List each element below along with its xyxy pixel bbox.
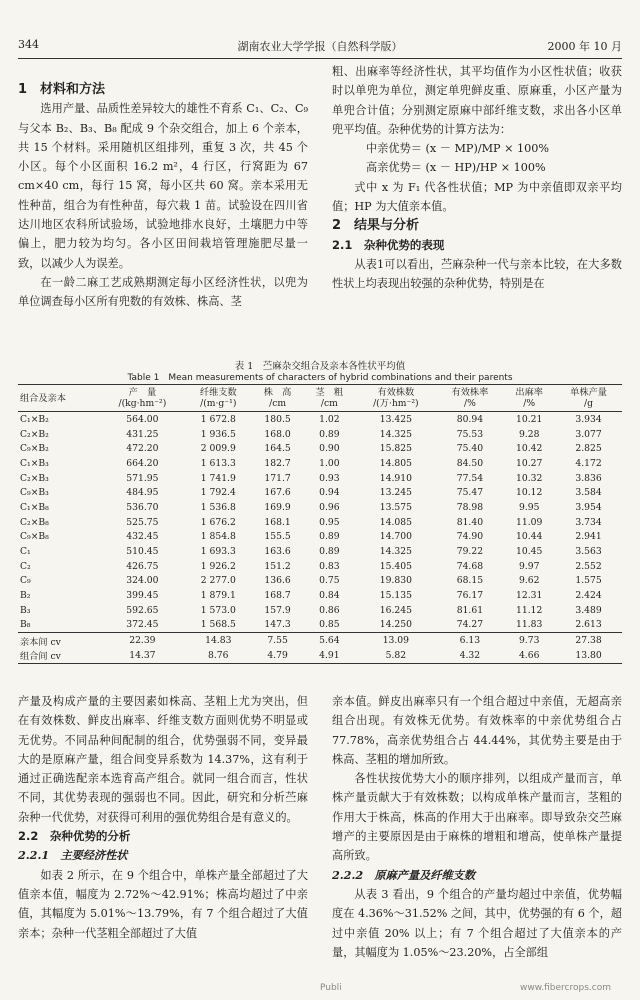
table-cell: 76.17 — [456, 590, 484, 602]
table-row — [18, 544, 622, 559]
table-cell: 1 573.0 — [200, 604, 236, 616]
table-row — [18, 574, 622, 589]
issue-date: 2000 年 10 月 — [547, 40, 622, 53]
column-header-unit: /cm — [269, 398, 287, 409]
row-label: C₁×B₂ — [20, 413, 49, 425]
table-cell: 136.6 — [264, 575, 291, 587]
column-header — [355, 385, 436, 412]
table-row — [18, 500, 622, 515]
column-header — [503, 385, 555, 412]
table-cell: 75.40 — [456, 443, 484, 455]
table-cell: 75.47 — [456, 487, 484, 499]
table-cell: 0.89 — [319, 546, 340, 558]
column-header-label: 单株产量 — [570, 387, 607, 398]
column-header-label: 组合及亲本 — [20, 392, 66, 404]
left-column-bottom — [18, 692, 308, 943]
table-cell: 11.09 — [516, 516, 543, 528]
table-row — [18, 456, 622, 471]
column-header-label: 纤维支数 — [199, 387, 237, 398]
table-cell: 19.830 — [379, 575, 412, 587]
formula: 中亲优势＝ (x － MP)/MP × 100% — [366, 142, 550, 156]
column-header-unit: /g — [584, 398, 594, 409]
column-header-label: 产 量 — [128, 387, 157, 398]
table-cell: 13.575 — [379, 501, 412, 513]
table-cell: 1.575 — [575, 575, 602, 587]
table-cell: 0.89 — [319, 531, 340, 543]
table-cell: 2 277.0 — [200, 575, 236, 587]
table-title-cn: 表 1 苎麻杂交组合及亲本各性状平均值 — [234, 361, 406, 372]
column-header-unit: /(m·g⁻¹) — [200, 398, 237, 409]
table-cell: 14.805 — [379, 457, 412, 469]
table-cell: 1 676.2 — [200, 516, 236, 528]
column-header — [18, 385, 100, 412]
column-header-unit: /% — [523, 398, 536, 409]
table-cell: 10.12 — [516, 487, 543, 499]
table-cell: 0.84 — [319, 590, 340, 602]
table-cell: 22.39 — [100, 633, 185, 648]
table-cell: 1.02 — [319, 413, 340, 425]
table-cell: 13.425 — [379, 413, 412, 425]
running-header — [18, 38, 622, 56]
data-table — [18, 384, 622, 664]
table-row — [18, 427, 622, 442]
table-cell: 74.68 — [456, 560, 484, 572]
table-cell: 10.42 — [516, 443, 543, 455]
table-cell: 11.83 — [516, 619, 543, 631]
table-cell: 14.325 — [379, 428, 412, 440]
table-cell: 324.00 — [126, 575, 159, 587]
table-cell: 3.077 — [575, 428, 602, 440]
column-header-unit: /cm — [320, 398, 338, 409]
table-cell: 68.15 — [456, 575, 484, 587]
table-cell: 0.93 — [319, 472, 340, 484]
table-cell: 592.65 — [126, 604, 159, 616]
table-cell: 0.95 — [319, 516, 340, 528]
table-cell: 8.76 — [185, 648, 252, 663]
table-cell: 4.66 — [503, 648, 555, 663]
paragraph: 选用产量、品质性差异较大的雄性不育系 C₁、C₂、C₉ 与父本 B₂、B₃、B₈ 配成 9 个杂交组合，加上 6 个亲本，共 15 个材料。采用随机区组排列，重复 3 次，共 45 个小区。每个小区面积 16.2 m²，4 行区，行窝距为 67 cm×40 cm，每行 15 窝，每小区共 60 窝。亲本采用无性种苗，组合为有性种苗，每穴栽 1 苗。试验设在四川省达川地区农科所试验场，试验地排水良好，土壤肥力中等偏上，肥力较为均匀。各小区田间栽培管理施肥尽量一致，以减少人为误差。 — [18, 102, 308, 270]
table-cell: 3.836 — [575, 472, 602, 484]
section-heading: 2 结果与分析 — [332, 218, 420, 234]
row-label: B₂ — [20, 590, 31, 602]
table-cell: 15.825 — [379, 443, 412, 455]
subsection-heading: 2.1 杂种优势的表现 — [332, 237, 445, 252]
table-cell: 7.55 — [252, 633, 304, 648]
table-cell: 3.934 — [575, 413, 602, 425]
table-cell: 2.613 — [575, 619, 602, 631]
table-cell: 14.250 — [379, 619, 412, 631]
table-cell: 0.75 — [319, 575, 340, 587]
watermark-right: www.fibercrops.com — [520, 983, 611, 993]
table-cell: 1 936.5 — [200, 428, 236, 440]
table-cell: 1 693.3 — [200, 546, 236, 558]
paragraph: 如表 2 所示，在 9 个组合中，单株产量全部超过了大值亲本值，幅度为 2.72%～42.91%；株高均超过了中亲值，其幅度为 5.01%～13.79%，有 7 个组合超过了大值亲本；杂种一代茎粗全部超过了大值 — [18, 868, 308, 940]
table-cell: 2.941 — [575, 531, 602, 543]
table-cell: 78.98 — [456, 501, 484, 513]
table-cell: 426.75 — [126, 560, 159, 572]
table-cell: 372.45 — [126, 619, 159, 631]
table-row — [18, 412, 622, 427]
table-cell: 3.734 — [575, 516, 602, 528]
table-cell: 2.825 — [575, 443, 602, 455]
table-cell: 1 741.9 — [200, 472, 236, 484]
left-column-top — [18, 80, 308, 312]
column-header — [303, 385, 355, 412]
table-cell: 0.86 — [319, 604, 340, 616]
table-cell: 4.172 — [575, 457, 602, 469]
table-cell: 472.20 — [126, 443, 159, 455]
table-cell: 525.75 — [126, 516, 159, 528]
row-label: C₂×B₈ — [20, 516, 49, 528]
table-cell: 10.32 — [516, 472, 543, 484]
table-cell: 12.31 — [516, 590, 543, 602]
table-cell: 5.82 — [355, 648, 436, 663]
table-cell: 163.6 — [264, 546, 291, 558]
table-cell: 3.584 — [575, 487, 602, 499]
table-cell: 4.91 — [303, 648, 355, 663]
table-cell: 10.45 — [516, 546, 543, 558]
table-cell: 484.95 — [126, 487, 159, 499]
row-label: C₁×B₃ — [20, 457, 49, 469]
table-cell: 9.95 — [518, 501, 540, 513]
table-cell: 81.61 — [456, 604, 484, 616]
paragraph: 从表 3 看出，9 个组合的产量均超过中亲值，优势幅度在 4.36%～31.52% 之间，其中，优势强的有 6 个，超过中亲值 20% 以上；有 7 个组合超过了大值亲本的产量，其幅度为 1.05%～23.20%，占全部组 — [332, 887, 622, 959]
table-cell: 3.563 — [575, 546, 602, 558]
journal-name: 湖南农业大学学报（自然科学版） — [237, 40, 403, 53]
row-label: 组合间 cv — [18, 648, 100, 663]
table-cell: 1 854.8 — [200, 531, 236, 543]
table-cell: 399.45 — [126, 590, 159, 602]
table-row — [18, 559, 622, 574]
table-row — [18, 441, 622, 456]
table-cell: 168.0 — [264, 428, 291, 440]
table-cell: 168.1 — [264, 516, 291, 528]
table-cell: 3.954 — [575, 501, 602, 513]
table-cell: 14.085 — [379, 516, 412, 528]
table-cell: 169.9 — [264, 501, 291, 513]
table-row — [18, 648, 622, 663]
column-header — [252, 385, 304, 412]
table-cell: 77.54 — [456, 472, 484, 484]
table-cell: 3.489 — [575, 604, 602, 616]
subsection-heading: 2.2 杂种优势的分析 — [18, 829, 131, 844]
table-cell: 16.245 — [379, 604, 412, 616]
table-cell: 536.70 — [126, 501, 159, 513]
table-cell: 80.94 — [456, 413, 484, 425]
column-header — [185, 385, 252, 412]
row-label: C₉ — [20, 575, 31, 587]
table-cell: 14.910 — [379, 472, 412, 484]
table-cell: 84.50 — [456, 457, 484, 469]
column-header-label: 出麻率 — [515, 387, 543, 398]
column-header-unit: /(万·hm⁻²) — [373, 398, 419, 409]
paragraph: 在一龄二麻工艺成熟期测定每小区经济性状，以兜为单位调查每小区所有兜数的有效株、株高、茎 — [18, 275, 308, 309]
table-cell: 147.3 — [264, 619, 291, 631]
table-row — [18, 471, 622, 486]
table-cell: 168.7 — [264, 590, 291, 602]
table-cell: 4.79 — [252, 648, 304, 663]
row-label: C₂×B₂ — [20, 428, 49, 440]
column-header-unit: /% — [463, 398, 476, 409]
table-cell: 510.45 — [126, 546, 159, 558]
table-header-row — [18, 385, 622, 412]
table-cell: 180.5 — [264, 413, 291, 425]
table-cell: 5.64 — [303, 633, 355, 648]
table-cell: 1 792.4 — [200, 487, 236, 499]
table-cell: 0.89 — [319, 428, 340, 440]
row-label: C₂×B₃ — [20, 472, 49, 484]
page-number: 344 — [18, 38, 39, 51]
table-cell: 151.2 — [264, 560, 291, 572]
table-cell: 155.5 — [264, 531, 291, 543]
column-header-unit: /(kg·hm⁻²) — [118, 398, 167, 409]
table-cell: 0.85 — [319, 619, 340, 631]
table-cell: 74.27 — [456, 619, 484, 631]
table-cell: 81.40 — [456, 516, 484, 528]
table-cell: 182.7 — [264, 457, 291, 469]
table-cell: 9.97 — [518, 560, 540, 572]
table-cell: 75.53 — [456, 428, 484, 440]
column-header-label: 有效株数 — [377, 387, 415, 398]
table-cell: 1 672.8 — [200, 413, 236, 425]
table-cell: 0.96 — [319, 501, 340, 513]
table-cell: 1 536.8 — [200, 501, 236, 513]
table-cell: 431.25 — [126, 428, 159, 440]
table-cell: 2.424 — [575, 590, 602, 602]
table-cell: 15.135 — [379, 590, 412, 602]
column-header-label: 有效株率 — [451, 387, 489, 398]
table-cell: 14.37 — [100, 648, 185, 663]
right-column-top — [332, 62, 622, 294]
table-cell: 2 009.9 — [200, 443, 236, 455]
table-cell: 74.90 — [456, 531, 484, 543]
table-cell: 571.95 — [126, 472, 159, 484]
subsubsection-heading: 2.2.2 原麻产量及纤维支数 — [332, 867, 476, 882]
row-label: C₉×B₃ — [20, 487, 49, 499]
table-cell: 10.27 — [516, 457, 543, 469]
column-header — [555, 385, 622, 412]
row-label: C₁×B₈ — [20, 501, 49, 513]
right-column-bottom — [332, 692, 622, 962]
paragraph: 各性状按优势大小的顺序排列，以组成产量而言，单株产量贡献大于有效株数；以构成单株产量而言，茎粗的作用大于株高，株高的作用大于出麻率。即导致杂交苎麻增产的主要原因是由于麻株的增粗和增高，使单株产量提高所致。 — [332, 772, 622, 863]
table-cell: 10.21 — [516, 413, 543, 425]
subsubsection-heading: 2.2.1 主要经济性状 — [18, 848, 128, 863]
table-row — [18, 485, 622, 500]
table-cell: 15.405 — [379, 560, 412, 572]
paragraph: 从表1可以看出，苎麻杂种一代与亲本比较，在大多数性状上均表现出较强的杂种优势，特别是在 — [332, 257, 622, 291]
table-cell: 171.7 — [264, 472, 291, 484]
table-cell: 1 879.1 — [200, 590, 236, 602]
table-cell: 9.62 — [518, 575, 540, 587]
row-label: B₃ — [20, 604, 31, 616]
paragraph: 粗、出麻率等经济性状，其平均值作为小区性状值；收获时以单兜为单位，测定单兜鲜皮重、原麻重，小区产量为单兜合计值；分别测定原麻中部纤维支数，求出各小区单兜平均值。杂种优势的计算方法为： — [332, 65, 622, 136]
table-cell: 9.28 — [518, 428, 540, 440]
table-cell: 6.13 — [436, 633, 503, 648]
row-label: C₁ — [20, 546, 31, 558]
row-label: 亲本间 cv — [18, 633, 100, 648]
row-label: B₈ — [20, 619, 31, 631]
section-heading: 1 材料和方法 — [18, 82, 106, 97]
table-row — [18, 530, 622, 545]
table-cell: 1 568.5 — [200, 619, 236, 631]
table-cell: 164.5 — [264, 443, 291, 455]
table-row — [18, 618, 622, 633]
table-row — [18, 515, 622, 530]
header-rule — [18, 58, 622, 59]
table-cell: 79.22 — [456, 546, 484, 558]
table-cell: 13.80 — [555, 648, 622, 663]
table-cell: 14.325 — [379, 546, 412, 558]
row-label: C₉×B₂ — [20, 443, 49, 455]
table-title-en: Table 1 Mean measurements of characters of hybrid combinations and their parents — [127, 373, 513, 383]
table-cell: 167.6 — [264, 487, 291, 499]
paragraph: 亲本值。鲜皮出麻率只有一个组合超过中亲值，无超高亲组合出现。有效株无优势。有效株率的中亲优势组合占 77.78%，高亲优势组合占 44.44%，其优势主要是由于株高、茎粗的增加所致。 — [332, 695, 622, 766]
table-cell: 11.12 — [516, 604, 543, 616]
table-cell: 13.245 — [379, 487, 412, 499]
paragraph: 产量及构成产量的主要因素如株高、茎粗上尤为突出，但在有效株数、鲜皮出麻率、纤维支数方面则优势不明显或无优势。不同品种间配制的组合，优势强弱不同，变异最大的是原麻产量，组合间变异系数为 14.37%，这有利于通过正确选配亲本选育高产组合。就同一组合而言，性状不同，其优势表现的强弱也不同。因此，研究和分析苎麻杂种一代优势，对获得可利用的强优势组合是有意义的。 — [18, 695, 308, 824]
table-row — [18, 603, 622, 618]
table-cell: 0.83 — [319, 560, 340, 572]
formula: 高亲优势＝ (x － HP)/HP × 100% — [366, 161, 546, 175]
table-cell: 664.20 — [126, 457, 159, 469]
table-cell: 9.73 — [503, 633, 555, 648]
table-cell: 14.700 — [379, 531, 412, 543]
table-cell: 13.09 — [355, 633, 436, 648]
row-label: C₂ — [20, 560, 31, 572]
table-cell: 0.94 — [319, 487, 340, 499]
table-row — [18, 633, 622, 648]
table-cell: 0.90 — [319, 443, 340, 455]
table-cell: 1 613.3 — [200, 457, 236, 469]
table-cell: 4.32 — [436, 648, 503, 663]
row-label: C₉×B₈ — [20, 531, 49, 543]
paragraph: 式中 x 为 F₁ 代各性状值；MP 为中亲值即双亲平均值；HP 为大值亲本值。 — [332, 180, 622, 214]
table-cell: 10.44 — [516, 531, 543, 543]
table-cell: 2.552 — [575, 560, 602, 572]
table-cell: 1.00 — [319, 457, 340, 469]
table-cell: 1 926.2 — [200, 560, 236, 572]
column-header — [100, 385, 185, 412]
table-cell: 14.83 — [185, 633, 252, 648]
column-header-label: 茎 粗 — [315, 387, 344, 398]
table-cell: 157.9 — [264, 604, 291, 616]
watermark-left: Publi — [320, 983, 342, 993]
column-header — [436, 385, 503, 412]
table-cell: 564.00 — [126, 413, 159, 425]
table-cell: 27.38 — [555, 633, 622, 648]
table-row — [18, 588, 622, 603]
column-header-label: 株 高 — [263, 387, 292, 398]
table-cell: 432.45 — [126, 531, 159, 543]
